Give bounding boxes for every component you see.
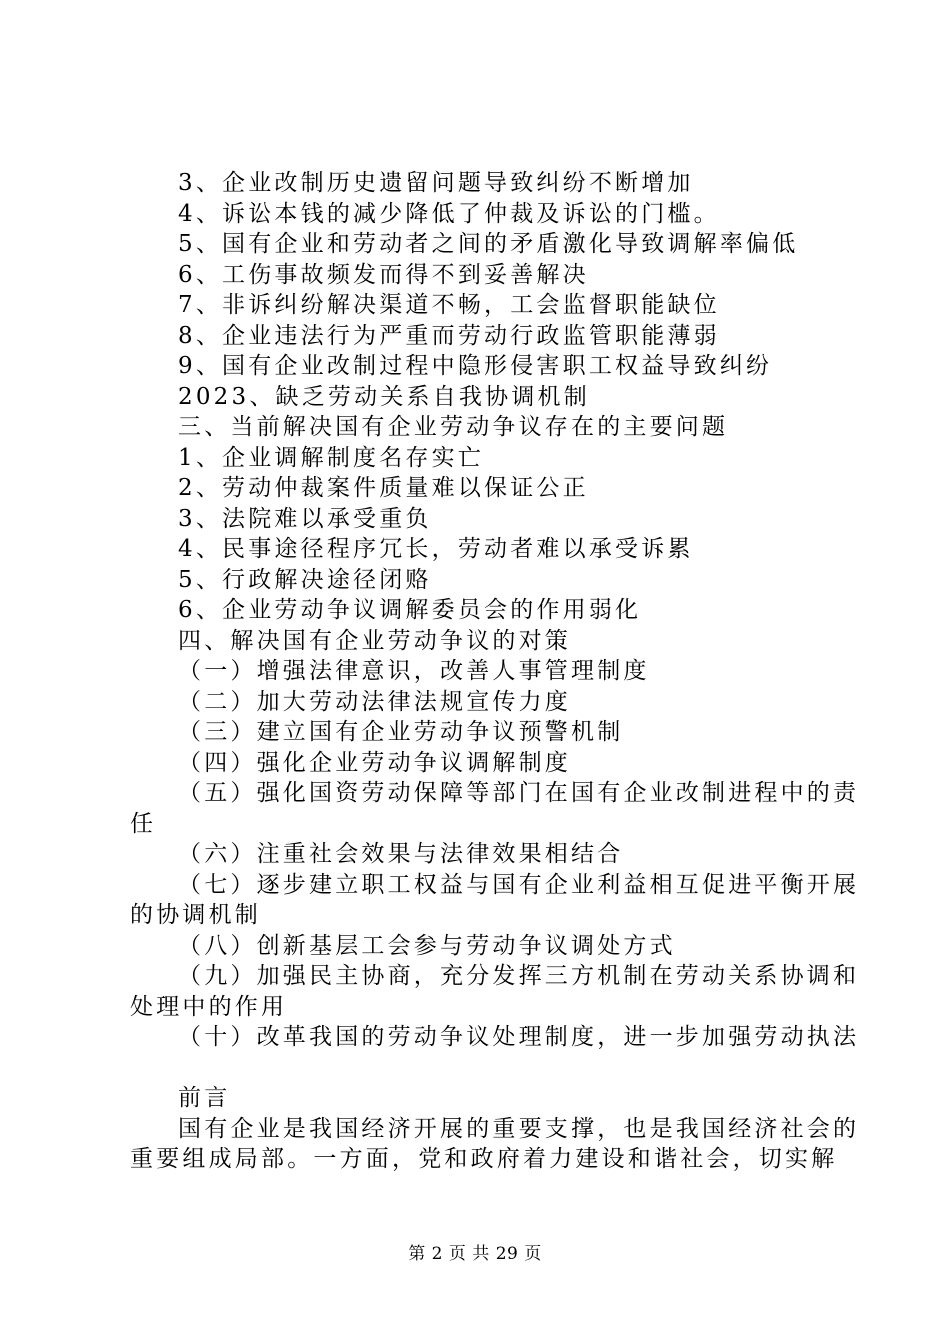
text-line: （三）建立国有企业劳动争议预警机制 xyxy=(178,719,624,745)
section-heading: 前言 xyxy=(178,1085,231,1111)
text-line: （四）强化企业劳动争议调解制度 xyxy=(178,749,571,776)
text-line: 重要组成局部。一方面，党和政府着力建设和谐社会，切实解 xyxy=(130,1146,838,1172)
text-line: （十）改革我国的劳动争议处理制度，进一步加强劳动执法 xyxy=(178,1024,860,1050)
text-line: 3、法院难以承受重负 xyxy=(178,505,432,532)
text-line: 6、企业劳动争议调解委员会的作用弱化 xyxy=(178,597,642,623)
text-line: （九）加强民主协商，充分发挥三方机制在劳动关系协调和 xyxy=(178,963,860,989)
text-line: 5、行政解决途径闭赂 xyxy=(178,566,432,593)
text-line: 5、国有企业和劳动者之间的矛盾激化导致调解率偏低 xyxy=(178,231,799,257)
text-line: 任 xyxy=(130,810,157,837)
text-line: 国有企业是我国经济开展的重要支撑，也是我国经济社会的 xyxy=(178,1115,860,1142)
text-line: 7、非诉纠纷解决渠道不畅，工会监督职能缺位 xyxy=(178,292,720,318)
text-line: 3、企业改制历史遗留问题导致纠纷不断增加 xyxy=(178,170,694,196)
document-body xyxy=(130,168,860,1175)
text-line: 的协调机制 xyxy=(130,902,261,928)
section-heading: 三、当前解决国有企业劳动争议存在的主要问题 xyxy=(178,414,729,440)
text-line: 6、工伤事故频发而得不到妥善解决 xyxy=(178,261,589,288)
text-line: 2、劳动仲裁案件质量难以保证公正 xyxy=(178,475,589,501)
text-line: （一）增强法律意识，改善人事管理制度 xyxy=(178,658,650,684)
page-footer: 第 2 页 共 29 页 xyxy=(408,1244,542,1264)
text-line: （二）加大劳动法律法规宣传力度 xyxy=(178,688,571,715)
text-line: （五）强化国资劳动保障等部门在国有企业改制进程中的责 xyxy=(178,780,860,806)
text-line: 9、国有企业改制过程中隐形侵害职工权益导致纠纷 xyxy=(178,353,773,379)
text-line: 4、诉讼本钱的减少降低了仲裁及诉讼的门槛。 xyxy=(178,200,720,227)
text-line: 8、企业违法行为严重而劳动行政监管职能薄弱 xyxy=(178,322,720,349)
text-line: （七）逐步建立职工权益与国有企业利益相互促进平衡开展 xyxy=(178,871,860,898)
blank-line xyxy=(130,1053,840,1084)
section-heading: 四、解决国有企业劳动争议的对策 xyxy=(178,627,571,654)
text-line: 处理中的作用 xyxy=(130,993,288,1020)
text-line: （八）创新基层工会参与劳动争议调处方式 xyxy=(178,932,676,959)
text-line: （六）注重社会效果与法律效果相结合 xyxy=(178,841,624,867)
text-line: 1、企业调解制度名存实亡 xyxy=(178,444,485,471)
text-line: 2023、缺乏劳动关系自我协调机制 xyxy=(178,383,590,410)
text-line: 4、民事途径程序冗长，劳动者难以承受诉累 xyxy=(178,536,694,562)
